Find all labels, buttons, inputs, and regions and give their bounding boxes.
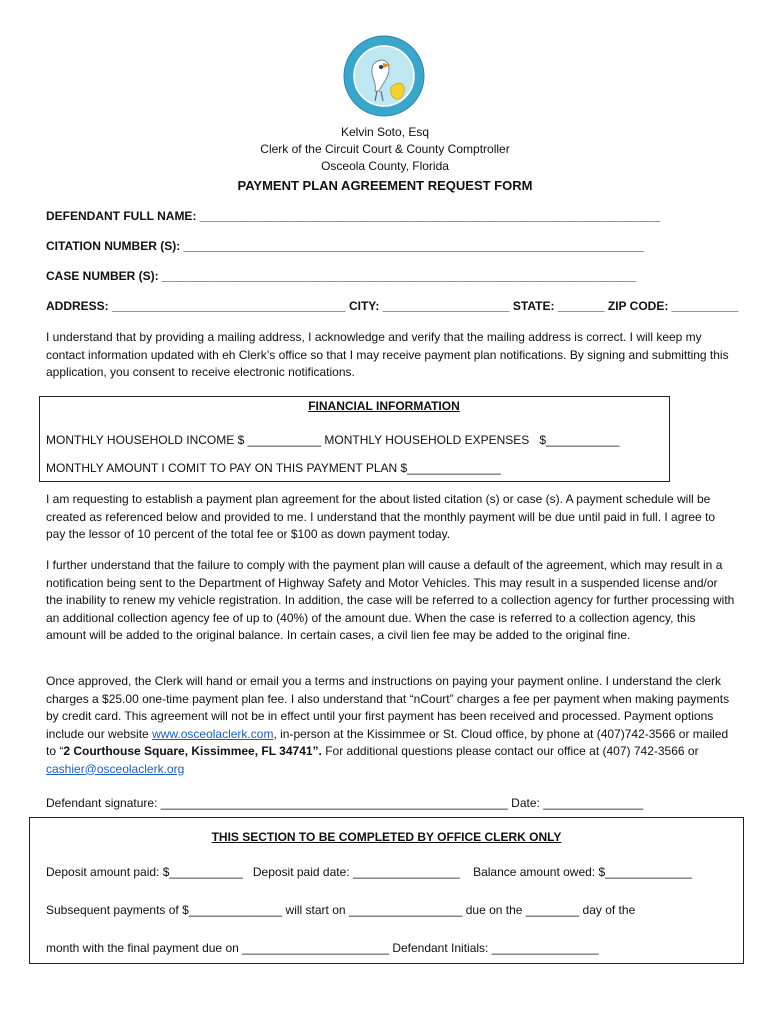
citation-number-blank[interactable]: _____________________________________________________________________ (183, 239, 645, 253)
approval-paragraph (46, 673, 736, 778)
state-label: STATE: (512, 299, 555, 313)
county-name: Osceola County, Florida (321, 159, 449, 173)
zip-blank[interactable]: __________ (671, 299, 739, 313)
start-blank[interactable]: _________________ (348, 903, 463, 917)
date-label: Date: (511, 796, 540, 810)
subsequent-blank[interactable]: ______________ (188, 903, 283, 917)
approval-text-2: , in-person at the Kissimmee or St. Cloud office, by phone at (407)742-3566 or mailed to “ (46, 726, 729, 758)
deposit-date-blank[interactable]: ________________ (352, 865, 460, 879)
address-row (46, 299, 738, 313)
zip-label: ZIP CODE: (607, 299, 669, 313)
date-blank[interactable]: _______________ (543, 796, 644, 810)
commit-blank[interactable]: ______________ (407, 461, 501, 475)
signature-label: Defendant signature: (46, 796, 158, 810)
initials-label: Defendant Initials: (392, 941, 489, 955)
deposit-paid-blank[interactable]: ___________ (169, 865, 243, 879)
signature-blank[interactable]: ____________________________________________________ (160, 796, 508, 810)
balance-label: Balance amount owed: $ (473, 865, 606, 879)
defendant-name-field[interactable] (46, 209, 660, 223)
website-link[interactable]: www.osceolaclerk.com (152, 726, 274, 741)
signature-row (46, 796, 643, 810)
case-number-blank[interactable]: _______________________________________________________________________ (162, 269, 636, 283)
due-label: due on the (465, 903, 523, 917)
city-blank[interactable]: ___________________ (382, 299, 510, 313)
email-link[interactable]: cashier@osceolaclerk.org (46, 761, 185, 776)
defendant-name-label: DEFENDANT FULL NAME: (46, 209, 197, 223)
commit-label: MONTHLY AMOUNT I COMIT TO PAY ON THIS PAYMENT PLAN $ (46, 461, 408, 475)
clerk-name: Kelvin Soto, Esq (340, 125, 430, 139)
clerk-office: Clerk of the Circuit Court & County Comptroller (260, 142, 510, 156)
start-label: will start on (285, 903, 346, 917)
commit-row (46, 461, 501, 475)
mailing-notice: I understand that by providing a mailing address, I acknowledge and verify that the mailing address is correct. I will keep my contact information updated with eh Clerk’s office so that I may receive payment plan notifications. By signing and submitting this application, you consent to receive electronic notifications. (46, 330, 729, 379)
state-blank[interactable]: _______ (557, 299, 605, 313)
deposit-row (46, 865, 692, 879)
citation-number-field[interactable] (46, 239, 644, 253)
approval-text-3: For additional questions please contact our office at (407) 742-3566 or (321, 744, 699, 758)
expenses-blank[interactable]: ___________ (546, 433, 620, 447)
office-use-heading: THIS SECTION TO BE COMPLETED BY OFFICE CLERK ONLY (211, 830, 562, 844)
city-label: CITY: (348, 299, 380, 313)
defendant-name-blank[interactable]: _____________________________________________________________________ (199, 209, 661, 223)
initials-blank[interactable]: ________________ (491, 941, 599, 955)
subsequent-label: Subsequent payments of $ (46, 903, 189, 917)
income-expenses-row (46, 433, 619, 447)
final-payment-row (46, 941, 599, 955)
deposit-paid-label: Deposit amount paid: $ (46, 865, 170, 879)
financial-heading: FINANCIAL INFORMATION (308, 399, 460, 413)
address-blank[interactable]: ___________________________________ (112, 299, 346, 313)
expenses-label: MONTHLY HOUSEHOLD EXPENSES $ (324, 433, 546, 447)
balance-blank[interactable]: _____________ (605, 865, 692, 879)
address-label: ADDRESS: (46, 299, 109, 313)
default-paragraph: I further understand that the failure to comply with the payment plan will cause a default of the agreement, which may result in a notification being sent to the Department of Highway Safety and Motor Vehicles. This may result in a suspended license and/or the inability to renew my vehicle registration. In addition, the case will be referred to a collection agency for further processing with an additional collection agency fee of up to (40%) of the amount due. When the case is referred to a collection agency, this amount will be added to the original balance. In certain cases, a civil lien fee may be added to the original fine. (46, 558, 735, 642)
income-label: MONTHLY HOUSEHOLD INCOME $ (46, 433, 245, 447)
month-blank[interactable]: ______________________ (242, 941, 389, 955)
due-blank[interactable]: ________ (525, 903, 580, 917)
case-number-label: CASE NUMBER (S): (46, 269, 159, 283)
deposit-date-label: Deposit paid date: (252, 865, 350, 879)
mailing-address: 2 Courthouse Square, Kissimmee, FL 34741”. (63, 744, 322, 758)
subsequent-row (46, 903, 635, 917)
month-label: month with the final payment due on (46, 941, 239, 955)
approval-text-1: Once approved, the Clerk will hand or email you a terms and instructions on paying your payment online. I understand the clerk charges a $25.00 one-time payment plan fee. I also understand that “nCourt” charges a fee per payment when making payments by credit card. This agreement will not be in effect until your first payment has been received and processed. Payment options include our website (46, 674, 730, 741)
county-seal-logo (343, 35, 425, 117)
request-paragraph: I am requesting to establish a payment plan agreement for the about listed citation (s) or case (s). A payment schedule will be created as referenced below and provided to me. I understand that the monthly payment will be due until paid in full. I agree to pay the lessor of 10 percent of the total fee or $100 as down payment today. (46, 492, 716, 541)
day-label: day of the (582, 903, 636, 917)
citation-number-label: CITATION NUMBER (S): (46, 239, 181, 253)
form-title: PAYMENT PLAN AGREEMENT REQUEST FORM (237, 178, 533, 193)
case-number-field[interactable] (46, 269, 636, 283)
income-blank[interactable]: ___________ (247, 433, 322, 447)
